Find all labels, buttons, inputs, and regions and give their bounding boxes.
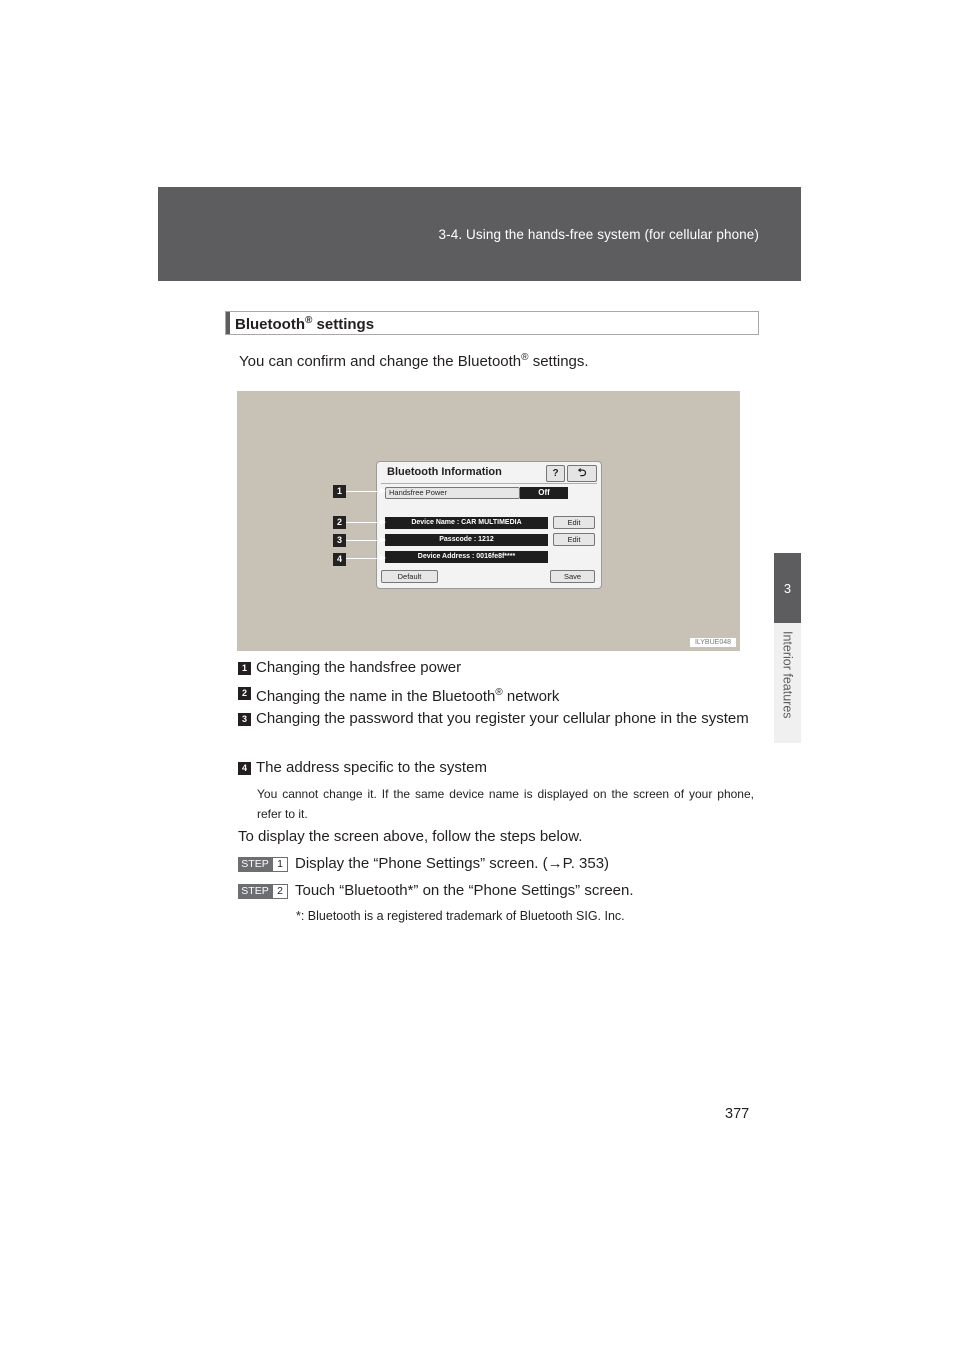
- item-number-badge: 4: [238, 762, 251, 775]
- step-text: Touch “Bluetooth*” on the “Phone Settings” screen.: [295, 882, 634, 899]
- handsfree-power-button[interactable]: Handsfree Power: [385, 487, 520, 499]
- item-number-badge: 3: [238, 713, 251, 726]
- handsfree-power-value: Off: [520, 487, 568, 499]
- page-number: 377: [725, 1106, 750, 1122]
- dialog-title: Bluetooth Information: [387, 466, 502, 478]
- item-number-badge: 2: [238, 687, 251, 700]
- leader-line-1: [346, 491, 381, 492]
- chapter-tab-label: [774, 623, 801, 743]
- heading-title: Bluetooth® settings: [235, 315, 375, 333]
- callout-1: 1: [333, 485, 346, 498]
- step-badge: [238, 857, 288, 872]
- step-label: STEP: [238, 884, 272, 899]
- steps-intro: To display the screen above, follow the steps below.: [238, 828, 583, 845]
- callout-4: 4: [333, 553, 346, 566]
- heading-accent: [226, 312, 230, 334]
- chapter-number: 3: [783, 580, 792, 596]
- step-label: STEP: [238, 857, 272, 872]
- item-text: Changing the name in the Bluetooth® network: [256, 687, 560, 705]
- item-text: The address specific to the system: [256, 759, 487, 776]
- default-button[interactable]: Default: [381, 570, 438, 583]
- chapter-tab-number: [774, 553, 801, 623]
- callout-3: 3: [333, 534, 346, 547]
- intro-text: You can confirm and change the Bluetooth® settings.: [239, 352, 589, 370]
- leader-line-3: [346, 540, 381, 541]
- section-heading: [225, 311, 759, 335]
- item-text: Changing the password that you register your cellular phone in the system: [256, 710, 749, 727]
- bluetooth-info-dialog: [376, 461, 602, 589]
- footnote: *: Bluetooth is a registered trademark of Bluetooth SIG. Inc.: [296, 909, 625, 923]
- device-name-field: Device Name : CAR MULTIMEDIA: [385, 517, 548, 529]
- item-number-badge: 1: [238, 662, 251, 675]
- back-button[interactable]: ⮌: [567, 465, 597, 482]
- device-address-field: Device Address : 0016fe8f****: [385, 551, 548, 563]
- item-text: Changing the handsfree power: [256, 659, 462, 676]
- edit-passcode-button[interactable]: Edit: [553, 533, 595, 546]
- note-text: You cannot change it. If the same device name is displayed on the screen of your phone, refer to it.: [257, 787, 754, 821]
- leader-line-2: [346, 522, 381, 523]
- section-title: 3-4. Using the hands-free system (for cellular phone): [438, 227, 759, 242]
- leader-line-4: [346, 558, 381, 559]
- header-band: [158, 187, 801, 281]
- save-button[interactable]: Save: [550, 570, 595, 583]
- dialog-divider: [381, 483, 597, 484]
- step-number: 1: [272, 857, 288, 872]
- screen-illustration: [237, 391, 740, 651]
- help-button[interactable]: ?: [546, 465, 565, 482]
- chapter-label: Interior features: [780, 631, 795, 719]
- step-number: 2: [272, 884, 288, 899]
- step-badge: [238, 884, 288, 899]
- passcode-field: Passcode : 1212: [385, 534, 548, 546]
- callout-2: 2: [333, 516, 346, 529]
- image-code: ILYBUE048: [690, 638, 736, 647]
- edit-device-name-button[interactable]: Edit: [553, 516, 595, 529]
- step-text: Display the “Phone Settings” screen. (→P. 353): [295, 855, 610, 872]
